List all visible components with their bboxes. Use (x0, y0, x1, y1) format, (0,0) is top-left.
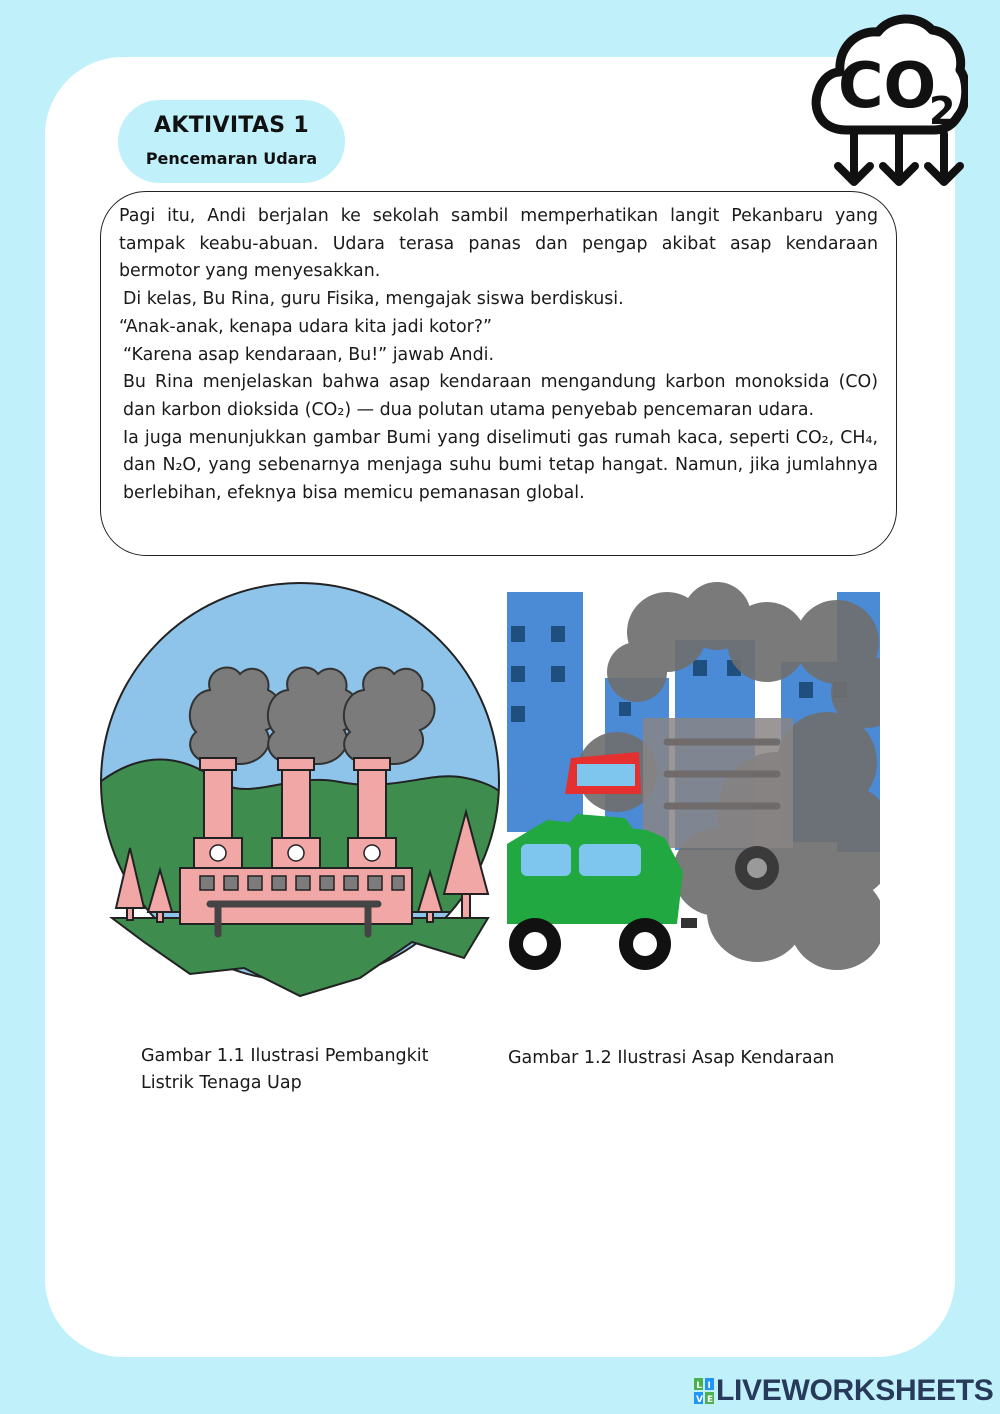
live-logo-icon (694, 1378, 714, 1404)
brand-name[interactable]: LIVEWORKSHEETS (716, 1374, 994, 1407)
activity-title: AKTIVITAS 1 (154, 113, 309, 138)
story-box (100, 191, 897, 556)
co2-text: CO (838, 49, 937, 122)
story-paragraph: Pagi itu, Andi berjalan ke sekolah sambil memperhatikan langit Pekanbaru yang tampak keabu-abuan. Udara terasa panas dan pengap akibat asap kendaraan bermotor yang menyesakkan. (119, 206, 878, 282)
svg-text:I: I (707, 1381, 711, 1391)
svg-text:L: L (696, 1381, 702, 1391)
co2-cloud-icon (808, 8, 968, 190)
svg-text:V: V (696, 1395, 703, 1404)
story-paragraph: Ia juga menunjukkan gambar Bumi yang diselimuti gas rumah kaca, seperti CO₂, CH₄, dan N₂O, yang sebenarnya menjaga suhu bumi tetap hangat. Namun, jika jumlahnya berlebihan, efeknya bisa memicu pemanasan global. (123, 427, 878, 504)
figure-caption: Gambar 1.2 Ilustrasi Asap Kendaraan (508, 1048, 835, 1068)
activity-subtitle: Pencemaran Udara (145, 149, 318, 168)
activity-title-pill (118, 100, 345, 183)
power-plant-illustration (100, 582, 500, 1002)
figure-caption: Gambar 1.1 Ilustrasi Pembangkit Listrik Tenaga Uap (141, 1046, 429, 1093)
story-paragraph: Di kelas, Bu Rina, guru Fisika, mengajak siswa berdiskusi. (123, 289, 624, 310)
liveworksheets-logo (694, 1374, 994, 1408)
story-paragraph: “Karena asap kendaraan, Bu!” jawab Andi. (123, 344, 494, 365)
story-paragraph: “Anak-anak, kenapa udara kita jadi kotor?” (119, 316, 492, 337)
co2-subscript: 2 (929, 89, 956, 133)
story-paragraph: Bu Rina menjelaskan bahwa asap kendaraan mengandung karbon monoksida (CO) dan karbon dioksida (CO₂) — dua polutan utama penyebab pencemaran udara. (123, 372, 878, 420)
vehicle-smoke-illustration (507, 582, 880, 975)
svg-text:E: E (707, 1395, 713, 1404)
